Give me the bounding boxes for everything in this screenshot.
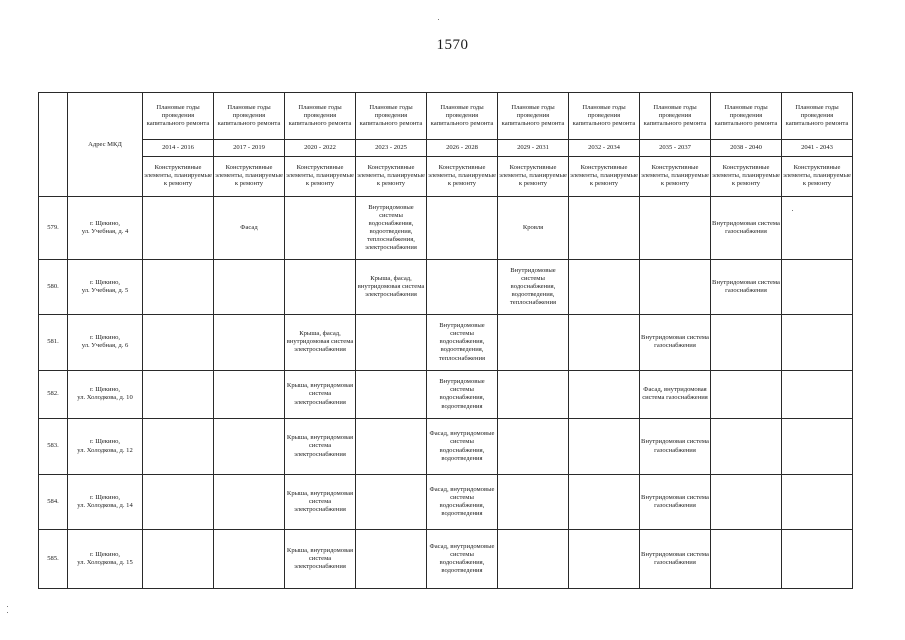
repair-elements-cell: Фасад, внутридомовые системы водоснабжения, водоотведения (427, 530, 498, 589)
repair-elements-cell: Фасад, внутридомовая система газоснабжения (640, 370, 711, 418)
elements-label: Конструктивные элементы, планируемые к ремонту (214, 156, 285, 196)
table-row (39, 197, 853, 260)
repair-elements-cell (569, 474, 640, 530)
repair-elements-cell (214, 419, 285, 475)
period-label: Плановые годы проведения капитального ремонта (640, 93, 711, 140)
repair-elements-cell: Внутридомовая система газоснабжения (711, 197, 782, 260)
repair-elements-cell (711, 419, 782, 475)
period-years: 2020 - 2022 (285, 140, 356, 156)
elements-label: Конструктивные элементы, планируемые к ремонту (782, 156, 853, 196)
repair-elements-cell (498, 370, 569, 418)
address-cell (68, 530, 143, 589)
period-years: 2023 - 2025 (356, 140, 427, 156)
repair-elements-cell (640, 259, 711, 315)
address-cell (68, 259, 143, 315)
repair-elements-cell (143, 197, 214, 260)
repair-elements-cell (427, 197, 498, 260)
table-row (39, 259, 853, 315)
repair-elements-cell: Внутридомовые системы водоснабжения, водоотведения (427, 370, 498, 418)
repair-elements-cell (143, 530, 214, 589)
repair-elements-cell (782, 530, 853, 589)
repair-elements-cell: Внутридомовые системы водоснабжения, водоотведения, теплоснабжения (427, 315, 498, 371)
header-row-periods (39, 93, 853, 140)
address-street: ул. Учебная, д. 4 (81, 227, 129, 235)
page-number: 1570 (436, 37, 469, 53)
repair-elements-cell: Крыша, внутридомовая система электроснабжения (285, 419, 356, 475)
table-row (39, 370, 853, 418)
repair-elements-cell: Кровля (498, 197, 569, 260)
repair-elements-cell: Крыша, внутридомовая система электроснабжения (285, 370, 356, 418)
table-row (39, 474, 853, 530)
repair-elements-cell: Внутридомовые системы водоснабжения, водоотведения, теплоснабжения, электроснабжения (356, 197, 427, 260)
repair-elements-cell (356, 315, 427, 371)
address-city: г. Щекино, (89, 334, 121, 342)
repair-elements-cell (356, 474, 427, 530)
repair-elements-cell (143, 474, 214, 530)
repair-elements-cell (143, 259, 214, 315)
repair-elements-cell (356, 370, 427, 418)
address-header: Адрес МКД (68, 93, 143, 197)
repair-elements-cell (143, 315, 214, 371)
address-cell (68, 197, 143, 260)
repair-elements-cell (143, 370, 214, 418)
address-city: г. Щекино, (89, 278, 121, 286)
repair-elements-cell (214, 370, 285, 418)
period-years: 2026 - 2028 (427, 140, 498, 156)
repair-elements-cell (569, 259, 640, 315)
repair-elements-cell (356, 419, 427, 475)
address-street: ул. Учебная, д. 6 (81, 342, 129, 350)
row-number: 581. (39, 315, 68, 371)
address-city: г. Щекино, (89, 386, 121, 394)
repair-elements-cell: Фасад (214, 197, 285, 260)
table-row (39, 419, 853, 475)
period-label: Плановые годы проведения капитального ремонта (711, 93, 782, 140)
row-number: 580. (39, 259, 68, 315)
period-label: Плановые годы проведения капитального ремонта (214, 93, 285, 140)
address-street: ул. Холодкова, д. 14 (77, 502, 133, 510)
elements-label: Конструктивные элементы, планируемые к ремонту (569, 156, 640, 196)
repair-elements-cell: Внутридомовая система газоснабжения (711, 259, 782, 315)
repair-elements-cell (711, 315, 782, 371)
table-body (39, 93, 853, 589)
row-number: 583. (39, 419, 68, 475)
repair-elements-cell (214, 315, 285, 371)
repair-elements-cell (711, 530, 782, 589)
elements-label: Конструктивные элементы, планируемые к ремонту (285, 156, 356, 196)
repair-elements-cell (711, 474, 782, 530)
repair-elements-cell (214, 530, 285, 589)
address-cell (68, 315, 143, 371)
repair-elements-cell (143, 419, 214, 475)
repair-elements-cell (498, 530, 569, 589)
repair-elements-cell (640, 197, 711, 260)
address-street: ул. Учебная, д. 5 (81, 286, 129, 294)
scan-speck (7, 612, 8, 613)
scan-speck (7, 606, 8, 607)
address-city: г. Щекино, (89, 219, 121, 227)
repair-elements-cell (782, 419, 853, 475)
period-years: 2041 - 2043 (782, 140, 853, 156)
repair-elements-cell: Крыша, внутридомовая система электроснабжения (285, 474, 356, 530)
elements-label: Конструктивные элементы, планируемые к ремонту (640, 156, 711, 196)
elements-label: Конструктивные элементы, планируемые к ремонту (427, 156, 498, 196)
table-row (39, 315, 853, 371)
address-city: г. Щекино, (89, 494, 121, 502)
repair-elements-cell (214, 474, 285, 530)
period-years: 2032 - 2034 (569, 140, 640, 156)
repair-elements-cell (782, 259, 853, 315)
period-label: Плановые годы проведения капитального ремонта (285, 93, 356, 140)
repair-elements-cell (569, 530, 640, 589)
repair-elements-cell: Крыша, фасад, внутридомовая система электроснабжения (285, 315, 356, 371)
repair-elements-cell: Крыша, внутридомовая система электроснабжения (285, 530, 356, 589)
address-cell (68, 474, 143, 530)
scan-speck (438, 19, 439, 20)
period-label: Плановые годы проведения капитального ремонта (356, 93, 427, 140)
address-city: г. Щекино, (89, 551, 121, 559)
repair-elements-cell (782, 474, 853, 530)
repair-elements-cell (498, 474, 569, 530)
table-row (39, 530, 853, 589)
repair-elements-cell (569, 315, 640, 371)
repair-elements-cell (711, 370, 782, 418)
repair-elements-cell: Внутридомовые системы водоснабжения, водоотведения, теплоснабжения (498, 259, 569, 315)
capital-repair-table (38, 92, 853, 589)
repair-elements-cell (569, 197, 640, 260)
repair-elements-cell: Внутридомовая система газоснабжения (640, 530, 711, 589)
period-years: 2038 - 2040 (711, 140, 782, 156)
repair-elements-cell: Фасад, внутридомовые системы водоснабжения, водоотведения (427, 419, 498, 475)
repair-elements-cell: Внутридомовая система газоснабжения (640, 315, 711, 371)
elements-label: Конструктивные элементы, планируемые к ремонту (711, 156, 782, 196)
repair-elements-cell (498, 419, 569, 475)
period-label: Плановые годы проведения капитального ремонта (143, 93, 214, 140)
elements-label: Конструктивные элементы, планируемые к ремонту (498, 156, 569, 196)
address-header-cell (39, 93, 68, 197)
repair-elements-cell: Фасад, внутридомовые системы водоснабжения, водоотведения (427, 474, 498, 530)
repair-elements-cell (782, 197, 853, 260)
period-years: 2035 - 2037 (640, 140, 711, 156)
repair-elements-cell (285, 259, 356, 315)
address-street: ул. Холодкова, д. 10 (77, 394, 133, 402)
period-years: 2014 - 2016 (143, 140, 214, 156)
row-number: 582. (39, 370, 68, 418)
repair-elements-cell (498, 315, 569, 371)
period-label: Плановые годы проведения капитального ремонта (569, 93, 640, 140)
elements-label: Конструктивные элементы, планируемые к ремонту (143, 156, 214, 196)
repair-elements-cell: Крыша, фасад, внутридомовая система электроснабжения (356, 259, 427, 315)
period-label: Плановые годы проведения капитального ремонта (782, 93, 853, 140)
address-city: г. Щекино, (89, 438, 121, 446)
repair-elements-cell (782, 370, 853, 418)
repair-elements-cell (427, 259, 498, 315)
repair-elements-cell (569, 419, 640, 475)
period-label: Плановые годы проведения капитального ремонта (498, 93, 569, 140)
address-cell (68, 419, 143, 475)
repair-elements-cell: Внутридомовая система газоснабжения (640, 474, 711, 530)
repair-elements-cell (569, 370, 640, 418)
repair-elements-cell (356, 530, 427, 589)
repair-elements-cell (214, 259, 285, 315)
address-cell (68, 370, 143, 418)
row-number: 584. (39, 474, 68, 530)
address-street: ул. Холодкова, д. 12 (77, 446, 133, 454)
row-number: 579. (39, 197, 68, 260)
header-row-elements (39, 156, 853, 196)
repair-elements-cell (285, 197, 356, 260)
elements-label: Конструктивные элементы, планируемые к ремонту (356, 156, 427, 196)
scan-speck (792, 210, 793, 211)
row-number: 585. (39, 530, 68, 589)
period-years: 2029 - 2031 (498, 140, 569, 156)
period-label: Плановые годы проведения капитального ремонта (427, 93, 498, 140)
header-row-years (39, 140, 853, 156)
repair-elements-cell: Внутридомовая система газоснабжения (640, 419, 711, 475)
period-years: 2017 - 2019 (214, 140, 285, 156)
repair-elements-cell (782, 315, 853, 371)
address-street: ул. Холодкова, д. 15 (77, 559, 133, 567)
